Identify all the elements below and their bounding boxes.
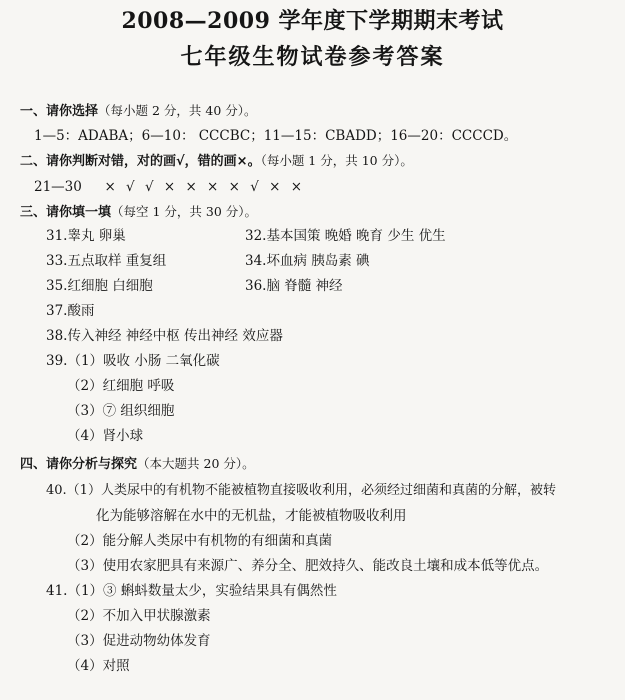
section1-answers: 1—5：ADABA；6—10： CCCBC；11—15：CBADD；16—20：CCCCD。 (34, 128, 518, 144)
section2-heading-text: 二、请你判断对错，对的画√，错的画×。 (20, 154, 261, 169)
answer-q36: 36.脑 脊髓 神经 (245, 278, 343, 294)
answer-q41-3: （3）促进动物幼体发育 (67, 633, 211, 649)
page-title-line2: 七年级生物试卷参考答案 (180, 44, 445, 70)
section2-marks: × √ √ × × × × √ × × (104, 179, 306, 195)
answer-q38: 38.传入神经 神经中枢 传出神经 效应器 (46, 328, 283, 344)
section2-range: 21—30 (34, 179, 82, 195)
answer-q40-1b: 化为能够溶解在水中的无机盐，才能被植物吸收利用 (96, 508, 407, 524)
section2-answers (34, 178, 305, 196)
answer-q40-2: （2）能分解人类尿中有机物的有细菌和真菌 (67, 533, 333, 549)
answer-q33: 33.五点取样 重复组 (46, 253, 167, 269)
answer-q31: 31.睾丸 卵巢 (46, 228, 126, 244)
answer-q41-1: 41.（1）③ 蝌蚪数量太少，实验结果具有偶然性 (46, 583, 337, 599)
section1-note: （每小题 2 分，共 40 分）。 (98, 103, 257, 118)
answer-q41-2: （2）不加入甲状腺激素 (67, 608, 211, 624)
section3-heading-text: 三、请你填一填 (20, 205, 112, 220)
answer-q39-1: 39.（1）吸收 小肠 二氧化碳 (46, 353, 220, 369)
answer-q34: 34.坏血病 胰岛素 碘 (245, 253, 370, 269)
answer-q41-4: （4）对照 (67, 658, 130, 674)
page-title-line1: 2008—2009 学年度下学期期末考试 (121, 8, 504, 34)
section1-heading (20, 102, 257, 121)
section1-heading-text: 一、请你选择 (20, 104, 99, 119)
section4-heading-text: 四、请你分析与探究 (20, 457, 138, 472)
section4-note: （本大题共 20 分）。 (137, 456, 255, 471)
section3-heading (20, 203, 257, 222)
answer-q39-3: （3）⑦ 组织细胞 (67, 403, 175, 419)
answer-q40-3: （3）使用农家肥具有来源广、养分全、肥效持久、能改良土壤和成本低等优点。 (67, 558, 549, 574)
answer-q32: 32.基本国策 晚婚 晚育 少生 优生 (245, 228, 446, 244)
answer-q39-4: （4）肾小球 (67, 428, 144, 444)
section4-heading (20, 455, 255, 474)
section3-note: （每空 1 分，共 30 分）。 (111, 204, 258, 219)
answer-q39-2: （2）红细胞 呼吸 (67, 378, 175, 394)
answer-q35: 35.红细胞 白细胞 (46, 278, 153, 294)
answer-q40-1a: 40.（1）人类尿中的有机物不能被植物直接吸收利用，必须经过细菌和真菌的分解，被转 (46, 483, 556, 498)
section2-note: （每小题 1 分，共 10 分）。 (260, 153, 413, 168)
section2-heading (20, 152, 413, 171)
answer-q37: 37.酸雨 (46, 303, 95, 319)
